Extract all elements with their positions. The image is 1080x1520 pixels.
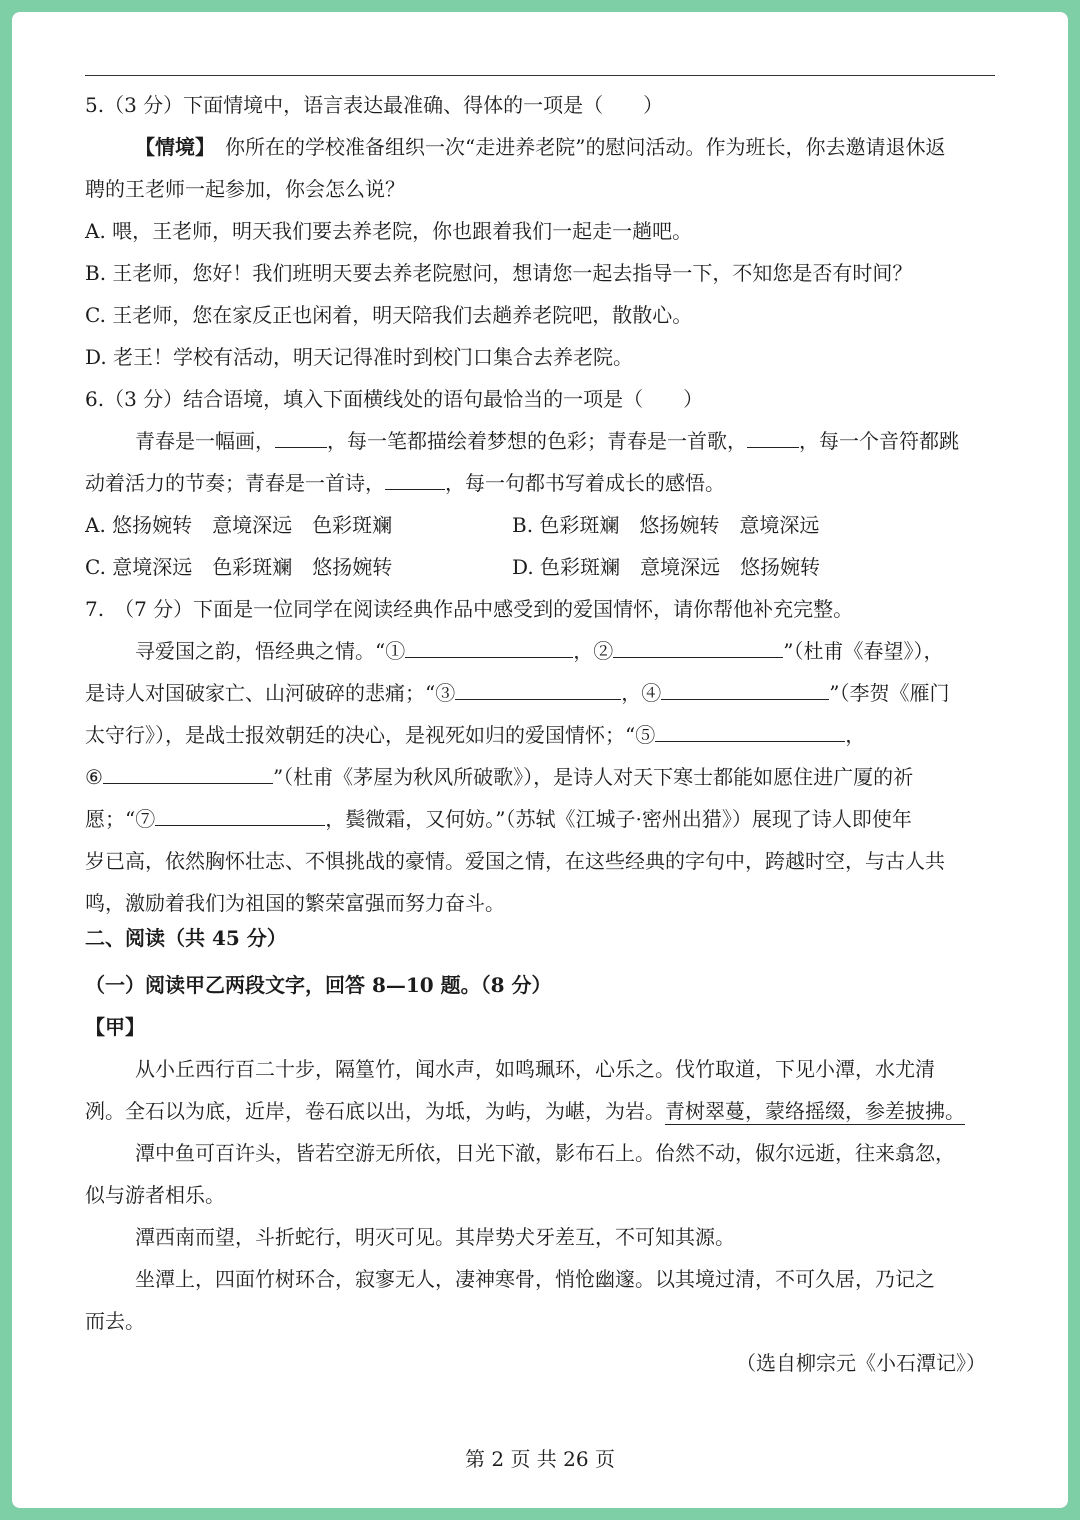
- q5-context-line2: 聘的王老师一起参加，你会怎么说？: [85, 177, 405, 201]
- q6-option-b: B. 色彩斑斓 悠扬婉转 意境深远: [512, 513, 820, 537]
- q7-blank-6: [103, 765, 273, 784]
- q6-option-c: C. 意境深远 色彩斑斓 悠扬婉转: [85, 555, 393, 579]
- q7-line3: [85, 722, 865, 748]
- passage-p3-line1: 潭西南而望，斗折蛇行，明灭可见。其岸势犬牙差互，不可知其源。: [135, 1225, 735, 1249]
- q7-line7: 鸣，激励着我们为祖国的繁荣富强而努力奋斗。: [85, 891, 505, 915]
- passage-p2-line1: 潭中鱼可百许头，皆若空游无所依，日光下澈，影布石上。佁然不动，俶尔远逝，往来翕忽，: [135, 1141, 955, 1165]
- q6-text: ，每一句都书写着成长的感悟。: [445, 471, 725, 495]
- q7-text: ⑥: [85, 765, 103, 789]
- q7-text: 是诗人对国破家亡、山河破碎的悲痛；“③: [85, 681, 456, 705]
- passage-p1-line2: [85, 1098, 965, 1124]
- q7-text: ，鬓微霜，又何妨。”（苏轼《江城子·密州出猎》）展现了诗人即使年: [325, 807, 912, 831]
- q6-paragraph-line1: [135, 428, 959, 454]
- q7-blank-1: [405, 639, 573, 658]
- q6-stem: 6.（3 分）结合语境，填入下面横线处的语句最恰当的一项是（ ）: [85, 387, 704, 411]
- passage-text: 冽。全石以为底，近岸，卷石底以出，为坻，为屿，为嵁，为岩。: [85, 1099, 665, 1123]
- q5-stem: 5.（3 分）下面情境中，语言表达最准确、得体的一项是（ ）: [85, 93, 664, 117]
- q7-text: ”（杜甫《茅屋为秋风所破歌》），是诗人对天下寒士都能如愿住进广厦的祈: [272, 765, 914, 789]
- q7-text: ，②: [573, 639, 614, 663]
- q5-option-b: B. 王老师，您好！我们班明天要去养老院慰问，想请您一起去指导一下，不知您是否有时间？: [85, 261, 913, 285]
- q7-line5: [85, 806, 912, 832]
- q6-text: 动着活力的节奏；青春是一首诗，: [85, 471, 385, 495]
- q7-stem: 7. （7 分）下面是一位同学在阅读经典作品中感受到的爱国情怀，请你帮他补充完整。: [85, 597, 854, 621]
- passage-p4-line1: 坐潭上，四面竹树环合，寂寥无人，凄神寒骨，悄怆幽邃。以其境过清，不可久居，乃记之: [135, 1267, 935, 1291]
- q5-context-line1: [135, 134, 945, 160]
- q6-paragraph-line2: [85, 470, 725, 496]
- q7-text: ”（杜甫《春望》），: [783, 639, 944, 663]
- q6-option-a: A. 悠扬婉转 意境深远 色彩斑斓: [85, 513, 393, 537]
- q5-option-a: A. 喂，王老师，明天我们要去养老院，你也跟着我们一起走一趟吧。: [85, 219, 693, 243]
- q7-text: ，: [845, 723, 866, 747]
- q7-line1: [135, 638, 943, 664]
- page-number: 第 2 页 共 26 页: [465, 1447, 615, 1471]
- q7-text: 太守行》），是战士报效朝廷的决心，是视死如归的爱国情怀；“⑤: [85, 723, 656, 747]
- q5-context-tag: 【情境】: [135, 135, 215, 159]
- q7-text: ”（李贺《雁门: [829, 681, 950, 705]
- section-title: 二、阅读（共 45 分）: [85, 926, 287, 950]
- q7-blank-7: [155, 807, 325, 826]
- q7-line6: 岁已高，依然胸怀壮志、不惧挑战的豪情。爱国之情，在这些经典的字句中，跨越时空，与古人共: [85, 849, 945, 873]
- q7-line4: [85, 764, 913, 790]
- q7-blank-4: [661, 681, 829, 700]
- exam-page: [12, 12, 1068, 1508]
- q6-text: ，每一笔都描绘着梦想的色彩；青春是一首歌，: [327, 429, 747, 453]
- q6-blank-3: [385, 471, 445, 490]
- q6-text: 青春是一幅画，: [135, 429, 275, 453]
- q5-option-c: C. 王老师，您在家反正也闲着，明天陪我们去趟养老院吧，散散心。: [85, 303, 693, 327]
- passage-p4-line2: 而去。: [85, 1309, 145, 1333]
- passage-source: （选自柳宗元《小石潭记》）: [736, 1351, 986, 1375]
- passage-p1-line1: 从小丘西行百二十步，隔篁竹，闻水声，如鸣珮环，心乐之。伐竹取道，下见小潭，水尤清: [135, 1057, 935, 1081]
- q7-text: ，④: [621, 681, 662, 705]
- q5-option-d: D. 老王！学校有活动，明天记得准时到校门口集合去养老院。: [85, 345, 634, 369]
- q5-context-text: 你所在的学校准备组织一次“走进养老院”的慰问活动。作为班长，你去邀请退休返: [225, 135, 946, 159]
- part-title: （一）阅读甲乙两段文字，回答 8—10 题。（8 分）: [85, 973, 552, 997]
- q7-blank-5: [655, 723, 845, 742]
- header-rule: [85, 75, 995, 76]
- q7-line2: [85, 680, 949, 706]
- q6-blank-1: [275, 429, 327, 448]
- q6-option-d: D. 色彩斑斓 意境深远 悠扬婉转: [512, 555, 821, 579]
- q7-blank-2: [613, 639, 783, 658]
- passage-tag-jia: 【甲】: [85, 1015, 145, 1039]
- passage-p2-line2: 似与游者相乐。: [85, 1183, 225, 1207]
- q7-blank-3: [455, 681, 621, 700]
- q6-blank-2: [747, 429, 799, 448]
- q7-text: 愿；“⑦: [85, 807, 156, 831]
- q7-text: 寻爱国之韵，悟经典之情。“①: [135, 639, 406, 663]
- underlined-sentence: 青树翠蔓，蒙络摇缀，参差披拂。: [665, 1099, 965, 1123]
- q6-text: ，每一个音符都跳: [799, 429, 959, 453]
